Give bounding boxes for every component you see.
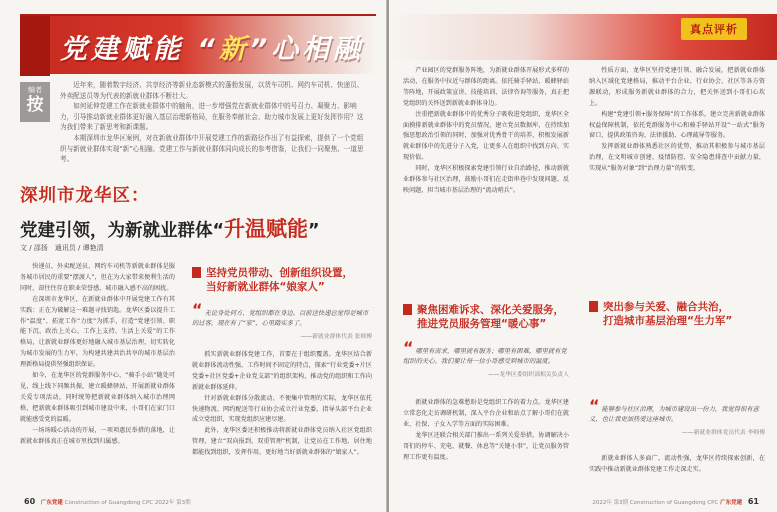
paragraph: 新就业群体人多面广、流动性强，龙华区持续探索创新，在实践中推动新就业群体党建工作走深走实。 (589, 455, 765, 473)
magazine-brand: 广东党建 (720, 500, 743, 506)
editor-badge-small: 编者 (28, 86, 42, 94)
editor-note-paragraph: 如何延伸党建工作在新就业群体中的触角，进一步增强党在新就业群体中的号召力、凝聚力、影响力，引导推动新就业群体更好融入基层治理新格局，在服务奉献社会、助力城市发展上更好发挥作用？这为我们带来了新思考和新课题。 (60, 102, 364, 132)
callout-line: 当好新就业群体“娘家人” (206, 281, 325, 293)
editor-note-badge (20, 82, 50, 122)
paragraph: 新就业群体的急难愁盼是党组织工作的着力点。龙华区建立常态化走访调研机制，深入平台企业和站点了解小哥们在就业、社保、子女入学等方面的实际困难。 (403, 399, 569, 428)
quote-mark: “ (589, 396, 600, 415)
left-column-1 (20, 262, 175, 447)
title-line2-prefix: 党建引领，为新就业群体“ (20, 221, 225, 241)
byline: 文 / 邵扬 通讯员 / 谭艳清 (20, 244, 104, 252)
callout-marker-icon (403, 304, 412, 315)
right-footer (592, 497, 763, 506)
banner-title-accent: 新 (218, 34, 250, 65)
right-column-2-bottom (589, 454, 765, 476)
page-number: 61 (747, 497, 759, 506)
article-title-line1: 深圳市龙华区： (20, 186, 150, 206)
article-title (20, 182, 370, 243)
quote-1 (192, 300, 372, 342)
page-number: 60 (24, 497, 36, 506)
quote-2 (403, 338, 569, 380)
left-footer (20, 497, 191, 506)
right-column-1-bottom (403, 398, 569, 463)
paragraph: 此外，龙华区委还积极推动将新就业群体党员纳入社区党组织管理，建立“双向报到、双重管理”机制，让党员在工作地、居住地都能找到组织、发挥作用，更好地当好新就业群体的“娘家人”。 (192, 427, 372, 457)
callout-line: 推进党员服务管理“暖心事” (417, 318, 547, 330)
quote-source: ——龙华区委组织部相关负责人 (487, 372, 569, 378)
paragraph: 性质方面，龙华区坚持党建引领、融合发展，把新就业群体纳入区域化党建格局，推动平台企业、行业协会、社区等各方资源联动，形成服务新就业群体的合力，把关怀送到小哥们心坎上。 (589, 67, 765, 107)
quote-mark: “ (403, 338, 414, 357)
quote-text: 能够参与社区治理，为城市建设出一份力，我觉得很有意义，也让我更加热爱这座城市。 (589, 406, 759, 423)
paragraph: 产业园区的党群服务阵地，为新就业群体开展形式多样的活动，在服务中拉近与群体的距离。依托骑手驿站、暖蜂驿站等阵地，开展政策宣讲、技能培训、法律咨询等服务，真正把党组织的关怀送到新就业群体身边。 (403, 67, 569, 107)
editor-badge-big: 按 (26, 95, 44, 115)
paragraph: 在深圳市龙华区，在新就业群体中开展党建工作有其实践：正在为破解这一难题寻找钥匙。龙华区委以提升工作“温度”、拓宽工作“力度”为抓手，打造“党建引领、职能下沉、政治上关心、工作上支持、生活上关爱”的工作格局，让新就业群体更好地融入城市基层治理，切实转化为城市发展的生力军，为构建共建共治共享的城市基层治理新格局提供坚强组织保证。 (20, 295, 175, 369)
article-title-line2 (20, 213, 370, 243)
callout-line: 坚持党员带动、创新组织设置， (206, 267, 353, 279)
callout-3-text (603, 300, 732, 328)
paragraph: 龙华区还联合相关部门推出一系列关爱举措，协调解决小哥们的停车、充电、就餐、休息等“关键小事”，让党员服务管理工作更有温度。 (403, 431, 569, 461)
banner-title (60, 27, 364, 66)
paragraph: 一场场暖心活动的开展，一项项惠民举措的落地，让新就业群体真正在城市里找到归属感。 (20, 426, 175, 445)
paragraph: 如今，在龙华区的党群服务中心、“骑手小站”随处可见，线上线下同频共振，建立暖蜂驿站，开展新就业群体关爱专项活动，同时统筹把新就业群体纳入城市治理网格，把新就业群体吸引到城市建设中来，小哥们在家门口就能感受党的温暖。 (20, 372, 175, 423)
callout-marker-icon (589, 301, 598, 312)
quote-mark: “ (192, 300, 203, 319)
callout-3 (589, 300, 765, 328)
quote-source: ——新就业群体党员代表 李师傅 (682, 430, 765, 436)
callout-marker-icon (192, 267, 201, 278)
right-page (389, 0, 777, 512)
right-column-2-top (589, 66, 765, 175)
paragraph: 注重把新就业群体中的优秀分子吸收进党组织，龙华区全面摸排新就业群体中的党员情况，建立党员数据库，在持续加强思想政治引领的同时，加强对优秀骨干的培养，积极发展新就业群体中的先进分子入党，让更多人在组织中找到方向、实现价值。 (403, 110, 569, 162)
callout-line: 打造城市基层治理“生力军” (603, 315, 733, 327)
magazine-brand: 广东党建 (40, 500, 63, 506)
quote-text: 哪里有需求，哪里就有服务；哪里有困难，哪里就有党组织的关心。我们要让每一位小哥感受到城市的温度。 (403, 348, 567, 365)
quote-3 (589, 396, 765, 438)
banner-title-suffix: ”心相融 (249, 34, 365, 65)
issue-info: Construction of Guangdong CPC 2022年 第3期 (64, 500, 191, 506)
banner-title-prefix: 党建赋能 “ (60, 34, 219, 65)
paragraph: 快递员、外卖配送员、网约车司机等新就业群体是服务城市居民的重要“摆渡人”，但在为大家带来便利生活的同时，却往往存在职业荣誉感、城市融入感不高的困扰。 (20, 263, 175, 292)
column-tag: 真点评析 (681, 18, 747, 40)
quote-text: 无论身处何方，党组织都在身边。以前送快递总觉得是城市的过客，现在有了“家”，心里踏实多了。 (192, 310, 369, 327)
callout-1 (192, 266, 372, 294)
paragraph: 抓实新就业群体党建工作，首要在于组织覆盖。龙华区结合新就业群体流动性强、工作时间不固定的特点，探索“行业党委+片区党委+社区党委+企业党支部”的组织架构，推动党的组织和工作向新就业群体延伸。 (192, 351, 372, 391)
title-line2-suffix: ” (308, 221, 320, 241)
right-column-1-top (403, 66, 569, 197)
callout-line: 突出参与关爱、融合共治， (603, 301, 729, 313)
header-banner (20, 14, 376, 74)
callout-line: 聚焦困难诉求、深化关爱服务， (417, 304, 564, 316)
callout-2-text (417, 303, 564, 331)
paragraph: 同时，龙华区积极探索党建引领行业自治路径，推动新就业群体参与社区治理，鼓励小哥们在走街串巷中发现问题、反映问题，担当城市基层治理的“流动哨兵”。 (403, 165, 569, 194)
editor-note (60, 80, 366, 165)
issue-info: 2022年 第3期 Construction of Guangdong CPC (592, 500, 719, 506)
left-column-2 (192, 350, 372, 459)
callout-1-text (206, 266, 353, 294)
banner-decoration (20, 16, 50, 76)
paragraph: 针对新就业群体分散流动、不便集中管理的实际，龙华区依托快递物流、网约配送等行业协会成立行业党委，指导头部平台企业成立党组织，实现党组织应建尽建。 (192, 394, 372, 424)
callout-2 (403, 303, 573, 331)
title-line2-highlight: 升温赋能 (224, 217, 309, 241)
editor-note-paragraph: 近年来，随着数字经济、共享经济等新业态新模式的蓬勃发展，以货车司机、网约车司机、快递员、外卖配送员等为代表的新就业群体不断壮大。 (60, 81, 364, 100)
editor-note-paragraph: 本期深圳市龙华区案例，对在新就业群体中开展党建工作的新路径作出了有益探索，提供了一个党组织与新就业群体实现“新”心相融、党建工作与新就业群体同向成长的参考借鉴，让我们一同聚焦、一道思考。 (60, 133, 364, 164)
paragraph: 发挥新就业群体熟悉社区的优势，推动其积极参与城市基层治理，在文明城市创建、疫情防控、安全隐患排查中贡献力量，实现从“服务对象”到“治理力量”的转变。 (589, 143, 765, 173)
left-page (0, 0, 388, 512)
quote-source: ——新就业群体代表 张师傅 (300, 334, 372, 340)
paragraph: 构建“党建引领+服务保障”的工作体系，建立完善新就业群体权益保障机制，依托党群服务中心和骑手驿站开设“一站式”服务窗口，提供政策咨询、法律援助、心理疏导等服务。 (589, 110, 765, 140)
